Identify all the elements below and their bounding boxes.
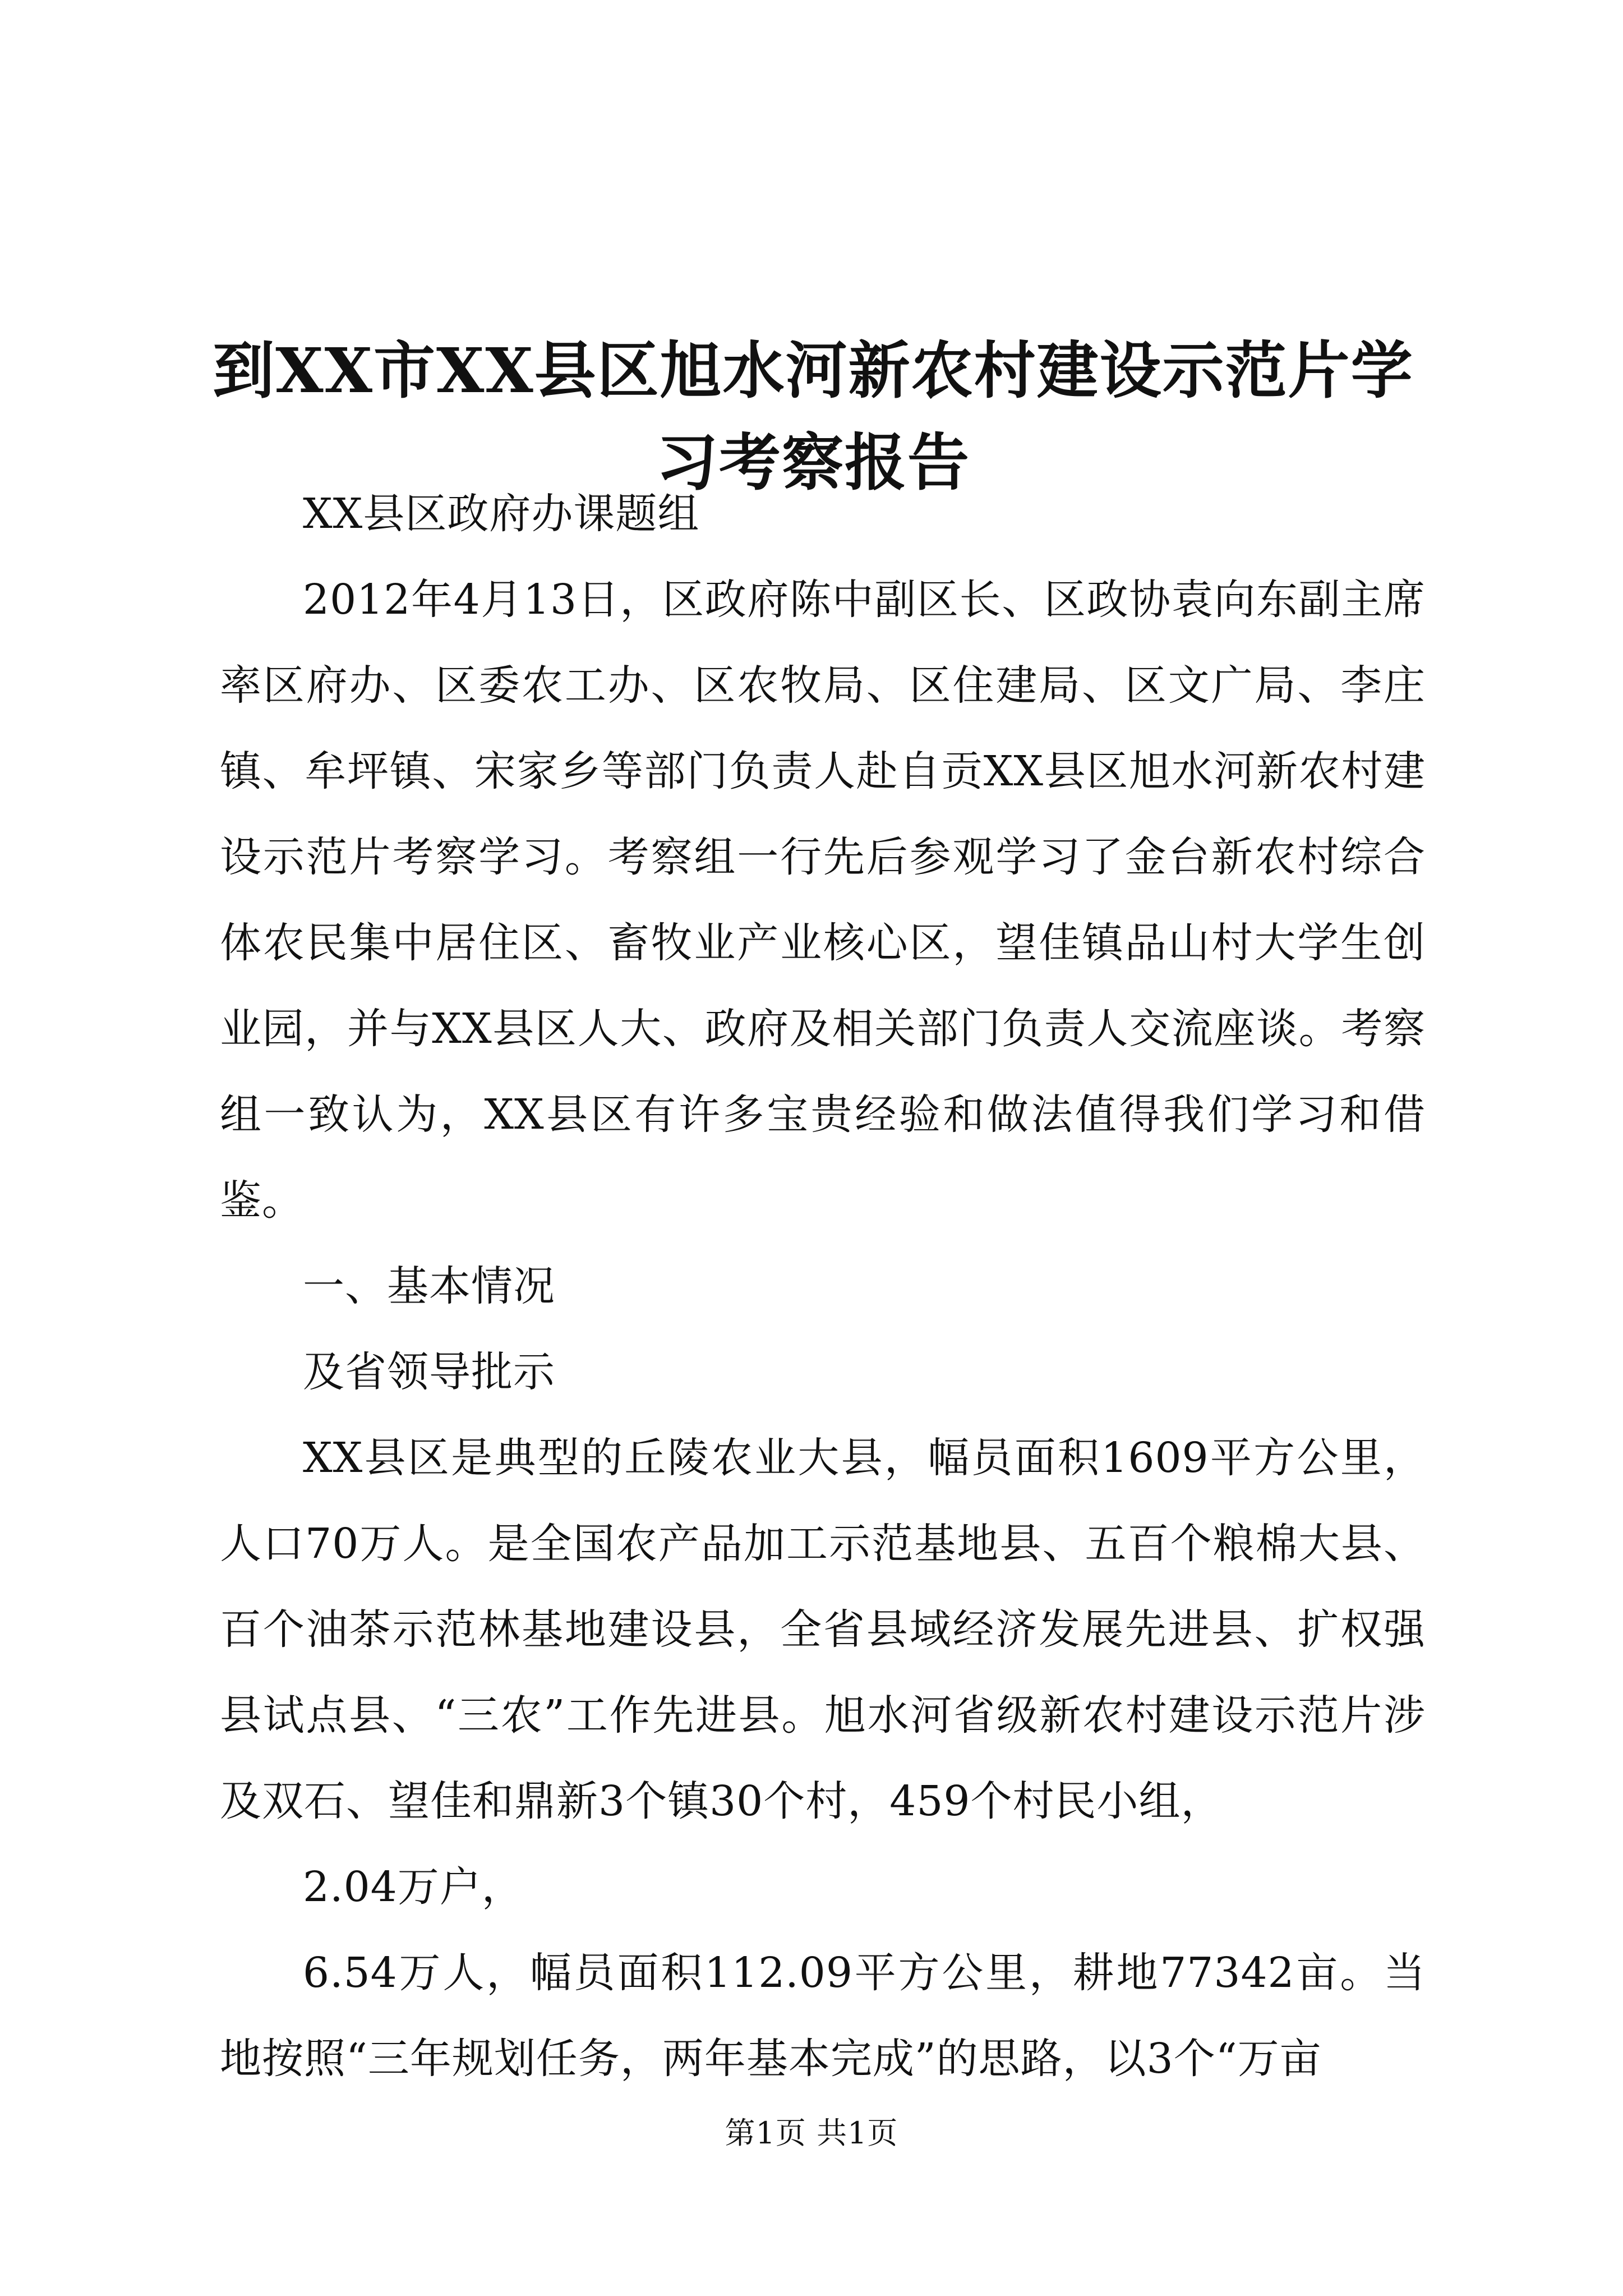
subheading: 及省领导批示 <box>303 1348 555 1396</box>
page-footer: 第1页 共1页 <box>725 2115 898 2151</box>
document-title: 到XX市XX县区旭水河新农村建设示范片学习考察报告 <box>213 334 1414 499</box>
author-line: XX县区政府办课题组 <box>303 490 700 538</box>
overview-paragraph: XX县区是典型的丘陵农业大县，幅员面积1609平方公里，人口70万人。是全国农产品加工示范基地县、五百个粮棉大县、百个油茶示范林基地建设县，全省县域经济发展先进县、扩权强县试点县、“三农”工作先进县。旭水河省级新农村建设示范片涉及双石、望佳和鼎新3个镇30个村，459个村民小组， <box>220 1434 1426 1825</box>
households-line: 2.04万户， <box>303 1863 524 1911</box>
section-heading: 一、基本情况 <box>303 1262 555 1310</box>
population-paragraph: 6.54万人，幅员面积112.09平方公里，耕地77342亩。当地按照“三年规划任务，两年基本完成”的思路，以3个“万亩 <box>220 1949 1426 2083</box>
document-body <box>220 471 1426 2102</box>
intro-paragraph: 2012年4月13日，区政府陈中副区长、区政协袁向东副主席率区府办、区委农工办、区农牧局、区住建局、区文广局、李庄镇、牟坪镇、宋家乡等部门负责人赴自贡XX县区旭水河新农村建设示范片考察学习。考察组一行先后参观学习了金台新农村综合体农民集中居住区、畜牧业产业核心区，望佳镇品山村大学生创业园，并与XX县区人大、政府及相关部门负责人交流座谈。考察组一致认为，XX县区有许多宝贵经验和做法值得我们学习和借鉴。 <box>220 576 1426 1225</box>
